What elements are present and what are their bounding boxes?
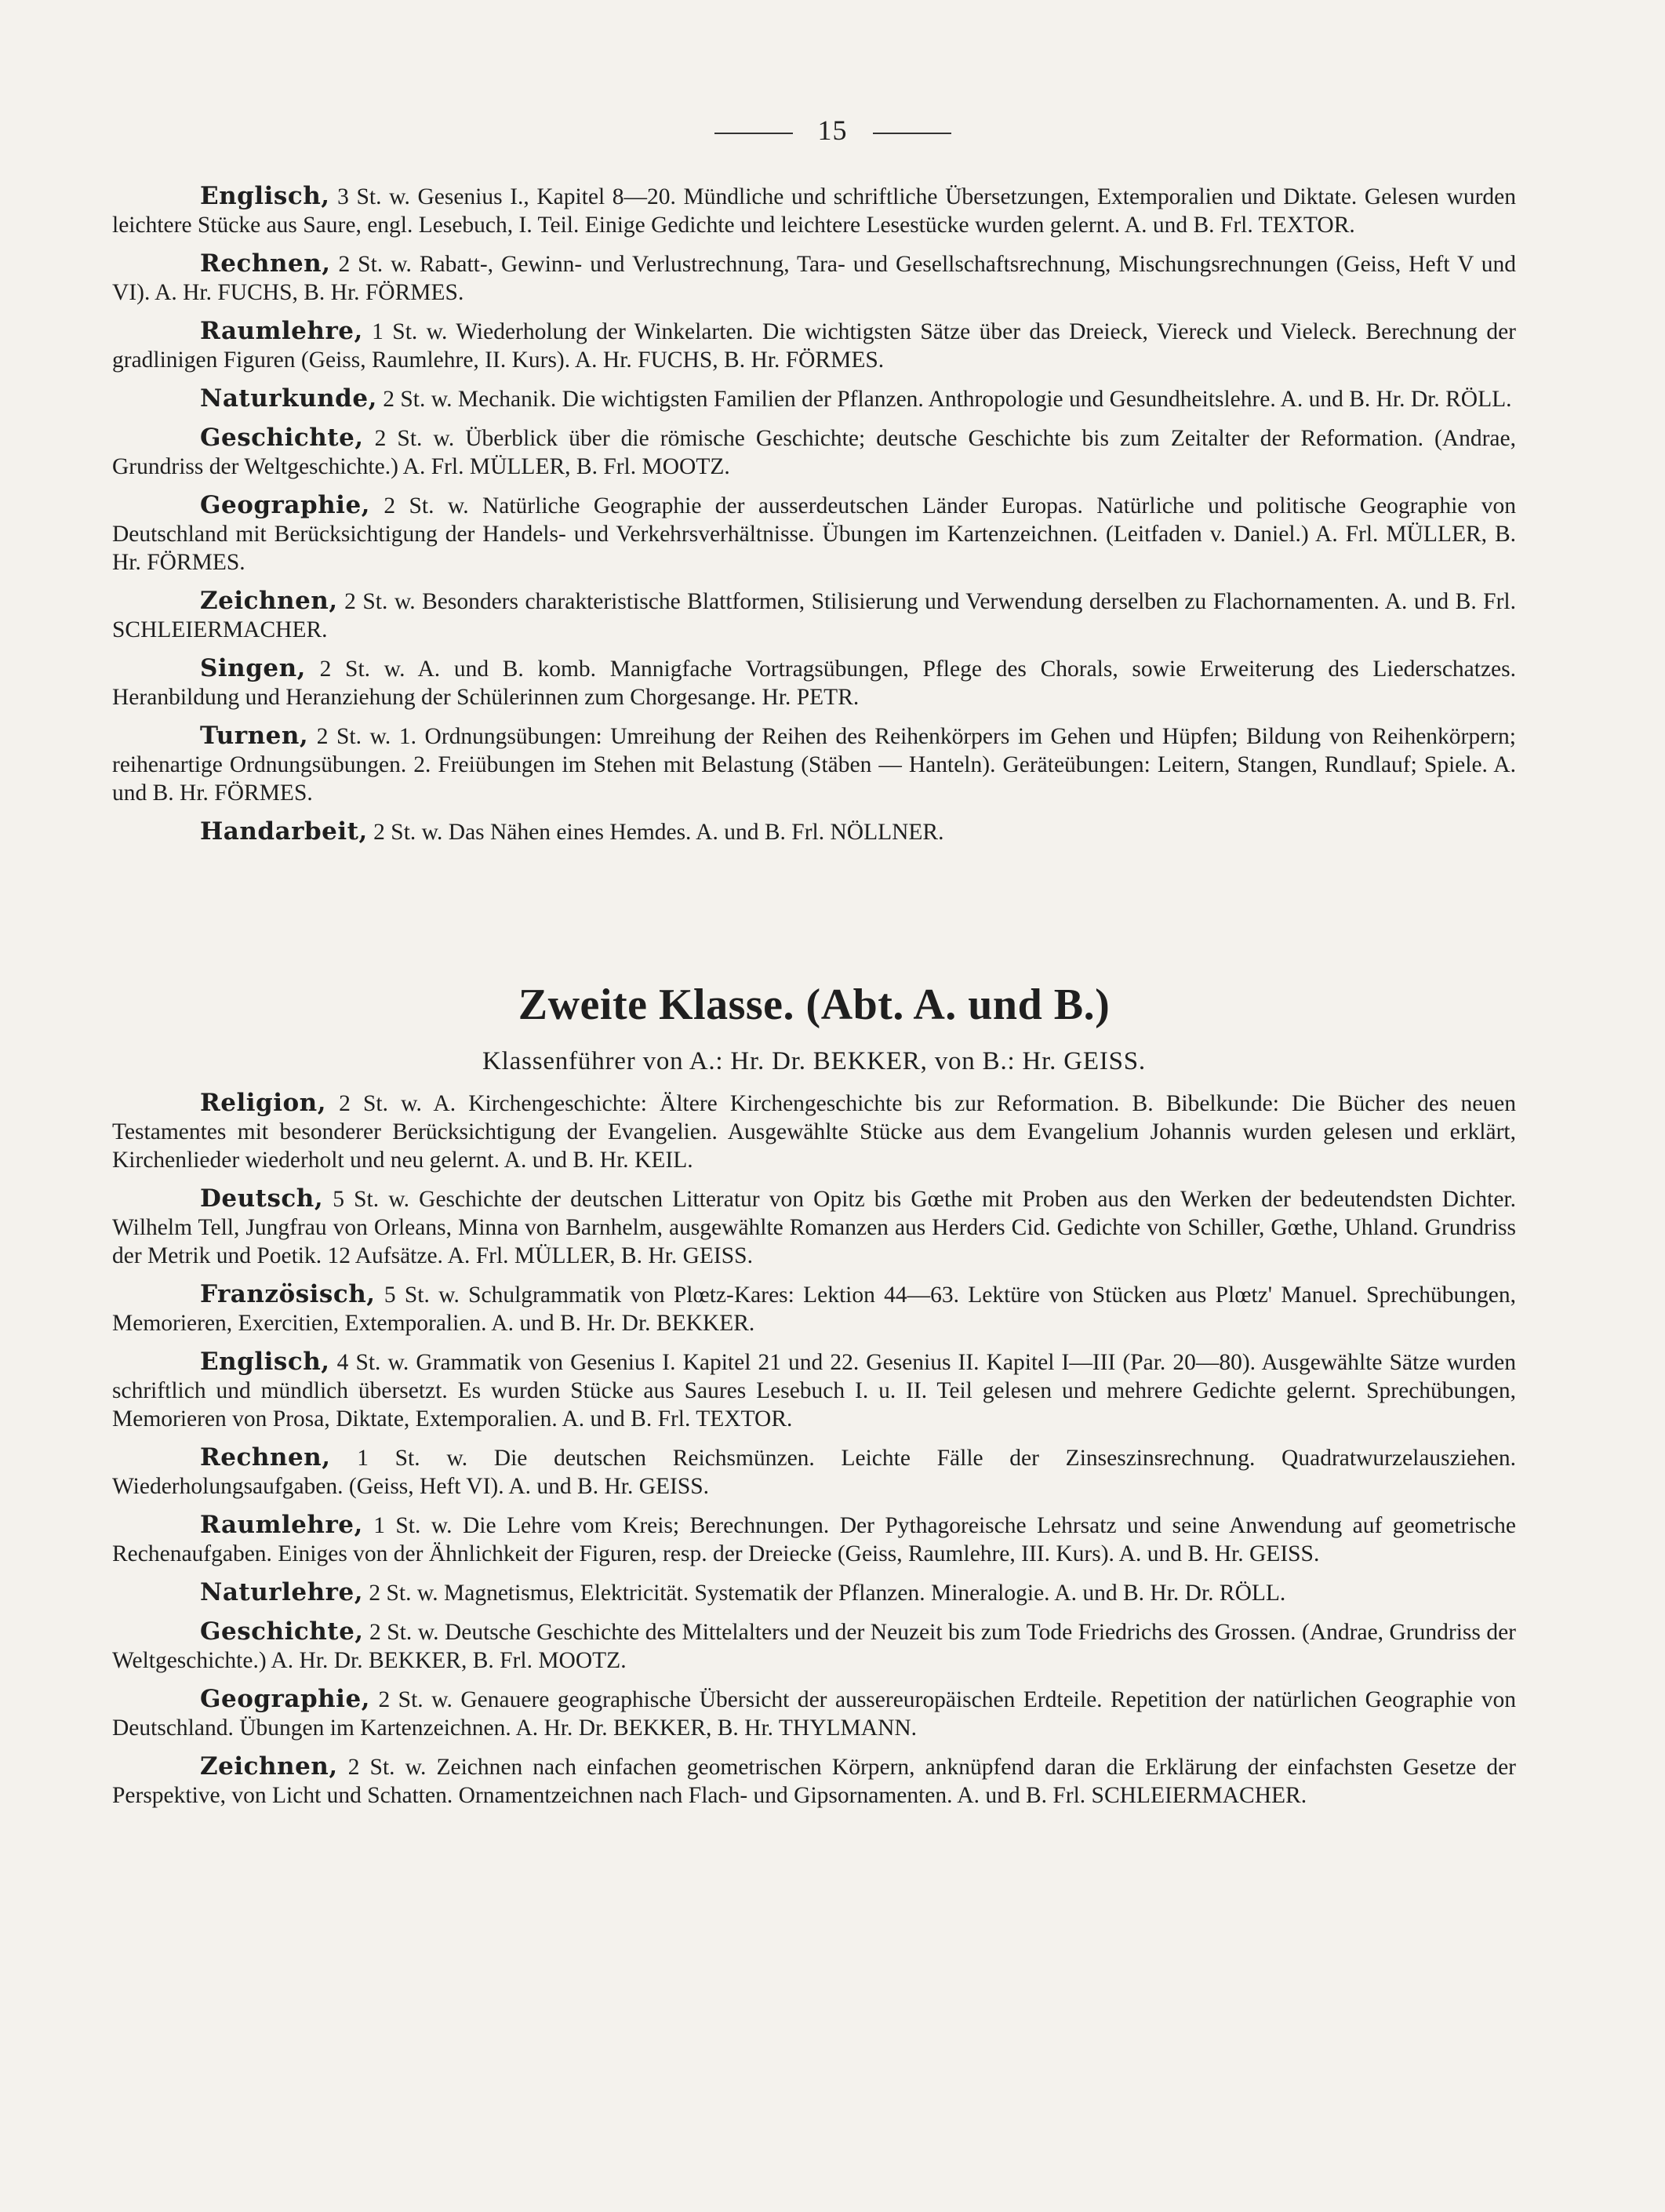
class-heading-title: Zweite Klasse. — [518, 980, 795, 1029]
entry-text: 2 St. w. Magnetismus, Elektricität. Systematik der Pflanzen. Mineralogie. A. und B. Hr. Dr. RÖLL. — [363, 1581, 1286, 1606]
entry-rechnen — [112, 249, 1516, 307]
entry-rechnen — [112, 1443, 1516, 1501]
entry-text: 5 St. w. Schulgrammatik von Plœtz-Kares: Lektion 44—63. Lektüre von Stücken aus Plœtz' Manuel. Sprechübungen, Memorieren, Exercitien, Extemporalien. A. und B. Hr. Dr. BEKKER. — [112, 1282, 1516, 1336]
subject-heading: Geographie, — [200, 491, 370, 519]
entry-zeichnen — [112, 1752, 1516, 1810]
subject-heading: Rechnen, — [200, 249, 331, 278]
entry-naturlehre — [112, 1578, 1516, 1607]
subject-heading: Raumlehre, — [200, 1511, 363, 1539]
section-zweite-klasse — [112, 977, 1516, 1820]
entry-text: 2 St. w. Rabatt-, Gewinn- und Verlustrechnung, Tara- und Gesellschaftsrechnung, Mischungsrechnungen (Geiss, Heft V und VI). A. Hr. FUCHS, B. Hr. FÖRMES. — [112, 252, 1516, 305]
subject-heading: Singen, — [200, 654, 306, 682]
section-third-class-continued — [112, 182, 1516, 857]
entry-religion — [112, 1089, 1516, 1174]
subject-heading: Geschichte, — [200, 424, 364, 452]
entry-text: 2 St. w. Besonders charakteristische Blattformen, Stilisierung und Verwendung derselben zu Flachornamenten. A. und B. Frl. SCHLEIERMACHER. — [112, 589, 1516, 642]
entry-geschichte — [112, 1617, 1516, 1675]
entry-englisch — [112, 182, 1516, 239]
subject-heading: Naturlehre, — [200, 1578, 363, 1606]
class-heading — [112, 977, 1516, 1032]
subject-heading: Naturkunde, — [200, 384, 377, 413]
entry-text: 1 St. w. Wiederholung der Winkelarten. Die wichtigsten Sätze über das Dreieck, Viereck und Vieleck. Berechnung der gradlinigen Figuren (Geiss, Raumlehre, II. Kurs). A. Hr. FUCHS, B. Hr. FÖRMES. — [112, 319, 1516, 373]
subject-heading: Geographie, — [200, 1685, 370, 1713]
subject-heading: Zeichnen, — [200, 587, 338, 615]
subject-heading: Raumlehre, — [200, 317, 363, 345]
subject-heading: Deutsch, — [200, 1184, 324, 1213]
subject-heading: Turnen, — [200, 722, 309, 750]
entry-text: 2 St. w. Natürliche Geographie der ausserdeutschen Länder Europas. Natürliche und politische Geographie von Deutschland mit Berücksichtigung der Handels- und Verkehrsverhältnisse. Übungen im Kartenzeichnen. (Leitfaden v. Daniel.) A. Frl. MÜLLER, B. Hr. FÖRMES. — [112, 493, 1516, 575]
subject-heading: Englisch, — [200, 1348, 330, 1376]
entry-englisch — [112, 1348, 1516, 1433]
page-number-rule-left — [714, 133, 793, 134]
entry-text: 1 St. w. Die deutschen Reichsmünzen. Leichte Fälle der Zinseszinsrechnung. Quadratwurzelausziehen. Wiederholungsaufgaben. (Geiss, Heft VI). A. und B. Hr. GEISS. — [112, 1446, 1516, 1499]
class-leaders: Klassenführer von A.: Hr. Dr. BEKKER, von B.: Hr. GEISS. — [482, 1047, 1146, 1075]
entry-text: 2 St. w. Mechanik. Die wichtigsten Familien der Pflanzen. Anthropologie und Gesundheitslehre. A. und B. Hr. Dr. RÖLL. — [376, 387, 1512, 412]
entry-raumlehre — [112, 317, 1516, 374]
entry-turnen — [112, 722, 1516, 807]
subject-heading: Religion, — [200, 1089, 326, 1117]
entry-text: 2 St. w. Deutsche Geschichte des Mittelalters und der Neuzeit bis zum Tode Friedrichs des Grossen. (Andrae, Grundriss der Weltgeschichte.) A. Hr. Dr. BEKKER, B. Frl. MOOTZ. — [112, 1620, 1516, 1673]
entry-geographie — [112, 1685, 1516, 1742]
entry-handarbeit — [112, 817, 1516, 846]
entry-singen — [112, 654, 1516, 711]
entry-text: 2 St. w. 1. Ordnungsübungen: Umreihung der Reihen des Reihenkörpers im Gehen und Hüpfen; Bildung von Reihenkörpern; reihenartige Ordnungsübungen. 2. Freiübungen im Stehen mit Belastung (Stäben — Hanteln). Geräteübungen: Leitern, Stangen, Rundlauf; Spiele. A. und B. Hr. FÖRMES. — [112, 724, 1516, 806]
entry-text: 2 St. w. A. und B. komb. Mannigfache Vortragsübungen, Pflege des Chorals, sowie Erweiterung des Liederschatzes. Heranbildung und Heranziehung der Schülerinnen zum Chorgesange. Hr. PETR. — [112, 657, 1516, 710]
subject-heading: Französisch, — [200, 1280, 376, 1308]
entry-text: 2 St. w. Genauere geographische Übersicht der aussereuropäischen Erdteile. Repetition der natürlichen Geographie von Deutschland. Übungen im Kartenzeichnen. A. Hr. Dr. BEKKER, B. Hr. THYLMANN. — [112, 1687, 1516, 1741]
entry-text: 2 St. w. Das Nähen eines Hemdes. A. und B. Frl. NÖLLNER. — [367, 820, 944, 845]
entry-geschichte — [112, 424, 1516, 481]
entry-text: 5 St. w. Geschichte der deutschen Litteratur von Opitz bis Gœthe mit Proben aus den Werken der bedeutendsten Dichter. Wilhelm Tell, Jungfrau von Orleans, Minna von Barnhelm, ausgewählte Romanzen aus Herders Cid. Gedichte von Schiller, Gœthe, Uhland. Grundriss der Metrik und Poetik. 12 Aufsätze. A. Frl. MÜLLER, B. Hr. GEISS. — [112, 1187, 1516, 1268]
subject-heading: Englisch, — [200, 182, 330, 210]
entry-zeichnen — [112, 587, 1516, 644]
entry-text: 2 St. w. Zeichnen nach einfachen geometrischen Körpern, anknüpfend daran die Erklärung der einfachsten Gesetze der Perspektive, von Licht und Schatten. Ornamentzeichnen nach Flach- und Gipsornamenten. A. und B. Frl. SCHLEIERMACHER. — [112, 1755, 1516, 1808]
entry-text: 3 St. w. Gesenius I., Kapitel 8—20. Mündliche und schriftliche Übersetzungen, Extemporalien und Diktate. Gelesen wurden leichtere Stücke aus Saure, engl. Lesebuch, I. Teil. Einige Gedichte und leichtere Lesestücke wurden gelernt. A. und B. Frl. TEXTOR. — [112, 184, 1516, 238]
subject-heading: Geschichte, — [200, 1617, 364, 1646]
subject-heading: Rechnen, — [200, 1443, 331, 1472]
entry-text: 4 St. w. Grammatik von Gesenius I. Kapitel 21 und 22. Gesenius II. Kapitel I—III (Par. 20—80). Ausgewählte Sätze wurden schriftlich und mündlich übersetzt. Es wurden Stücke aus Saures Lesebuch I. u. II. Teil gelesen und mehrere Gedichte gelernt. Sprechübungen, Memorieren von Prosa, Diktate, Extemporalien. A. und B. Frl. TEXTOR. — [112, 1350, 1516, 1432]
class-heading-division: (Abt. A. und B.) — [805, 980, 1111, 1029]
entry-deutsch — [112, 1184, 1516, 1270]
page-number — [0, 114, 1665, 147]
entry-text: 2 St. w. Überblick über die römische Geschichte; deutsche Geschichte bis zum Zeitalter der Reformation. (Andrae, Grundriss der Weltgeschichte.) A. Frl. MÜLLER, B. Frl. MOOTZ. — [112, 426, 1516, 479]
entry-geographie — [112, 491, 1516, 577]
entry-franzoesisch — [112, 1280, 1516, 1337]
entry-naturkunde — [112, 384, 1516, 413]
entry-raumlehre — [112, 1511, 1516, 1568]
subject-heading: Handarbeit, — [200, 817, 368, 846]
page-number-text: 15 — [817, 115, 848, 146]
entry-text: 1 St. w. Die Lehre vom Kreis; Berechnungen. Der Pythagoreische Lehrsatz und seine Anwendung auf geometrische Rechenaufgaben. Einiges von der Ähnlichkeit der Figuren, resp. der Dreiecke (Geiss, Raumlehre, III. Kurs). A. und B. Hr. GEISS. — [112, 1513, 1516, 1566]
entry-text: 2 St. w. A. Kirchengeschichte: Ältere Kirchengeschichte bis zur Reformation. B. Bibelkunde: Die Bücher des neuen Testamentes mit besonderer Berücksichtigung der Evangelien. Ausgewählte Stücke aus dem Evangelium Johannis wurden gelesen und erklärt, Kirchenlieder wiederholt und neu gelernt. A. und B. Hr. KEIL. — [112, 1091, 1516, 1173]
subject-heading: Zeichnen, — [200, 1752, 338, 1781]
page-number-rule-right — [873, 133, 951, 134]
